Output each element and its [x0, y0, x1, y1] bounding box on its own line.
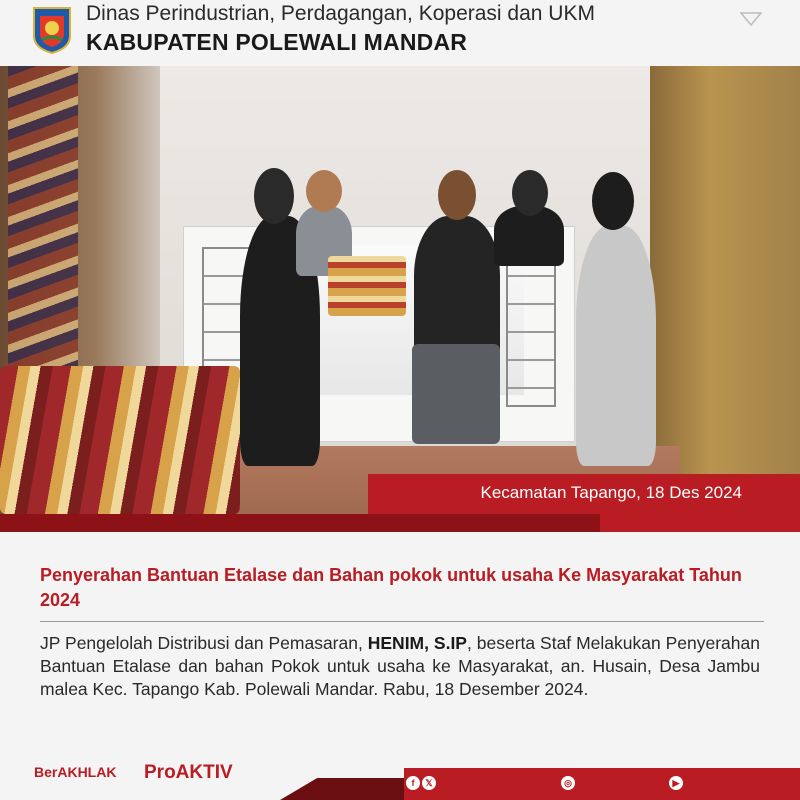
person-5-head: [592, 172, 634, 230]
berakhlak-logo: [34, 764, 116, 780]
event-photo: [0, 66, 800, 514]
person-3-head: [438, 170, 476, 220]
header: [0, 0, 800, 66]
aid-package: [328, 256, 406, 316]
article-description: [40, 632, 760, 701]
regency-name: KABUPATEN POLEWALI MANDAR: [86, 29, 468, 55]
agency-name: Dinas Perindustrian, Perdagangan, Koperasi dan UKM: [86, 2, 595, 25]
berakhlak-logo-text: BerAKHLAK: [34, 764, 117, 780]
youtube-icon[interactable]: ▶: [669, 776, 683, 790]
proaktiv-logo: [144, 762, 233, 784]
desc-bold-name: HENIM, S.IP: [367, 633, 467, 653]
divider: [40, 621, 764, 622]
x-icon[interactable]: 𝕏: [422, 776, 436, 790]
accent-strip-dark: [0, 514, 600, 532]
proaktiv-logo-text: ProAKTIV: [144, 762, 233, 783]
person-2-head: [306, 170, 342, 212]
curtain: [8, 66, 78, 396]
banner-rack-right: [506, 247, 556, 407]
footer-bar: [404, 768, 800, 800]
person-1-head: [254, 168, 294, 224]
person-5: [576, 226, 656, 466]
article-title: Penyerahan Bantuan Etalase dan Bahan pokok untuk usaha Ke Masyarakat Tahun 2024: [40, 565, 742, 610]
person-4-head: [512, 170, 548, 216]
footer-bar-accent: [280, 778, 404, 800]
desc-text-before: JP Pengelolah Distribusi dan Pemasaran,: [40, 633, 368, 653]
location-caption-bar: [368, 474, 800, 514]
instagram-icon[interactable]: ◎: [561, 776, 575, 790]
location-caption: Kecamatan Tapango, 18 Des 2024: [480, 483, 742, 502]
person-3-shorts: [412, 344, 500, 444]
facebook-icon[interactable]: f: [406, 776, 420, 790]
footer-logos: [0, 752, 280, 800]
goods-stack: [0, 366, 240, 514]
desc-text-after: , beserta Staf Melakukan Penyerahan Bantuan Etalase dan bahan Pokok untuk usaha ke Masyarakat, an. Husain, Desa Jambu malea Kec. Tapango Kab. Polewali Mandar. Rabu, 18 Desember 2024.: [40, 633, 760, 699]
regency-emblem-icon: [30, 6, 74, 54]
triangle-down-icon: [740, 12, 762, 26]
